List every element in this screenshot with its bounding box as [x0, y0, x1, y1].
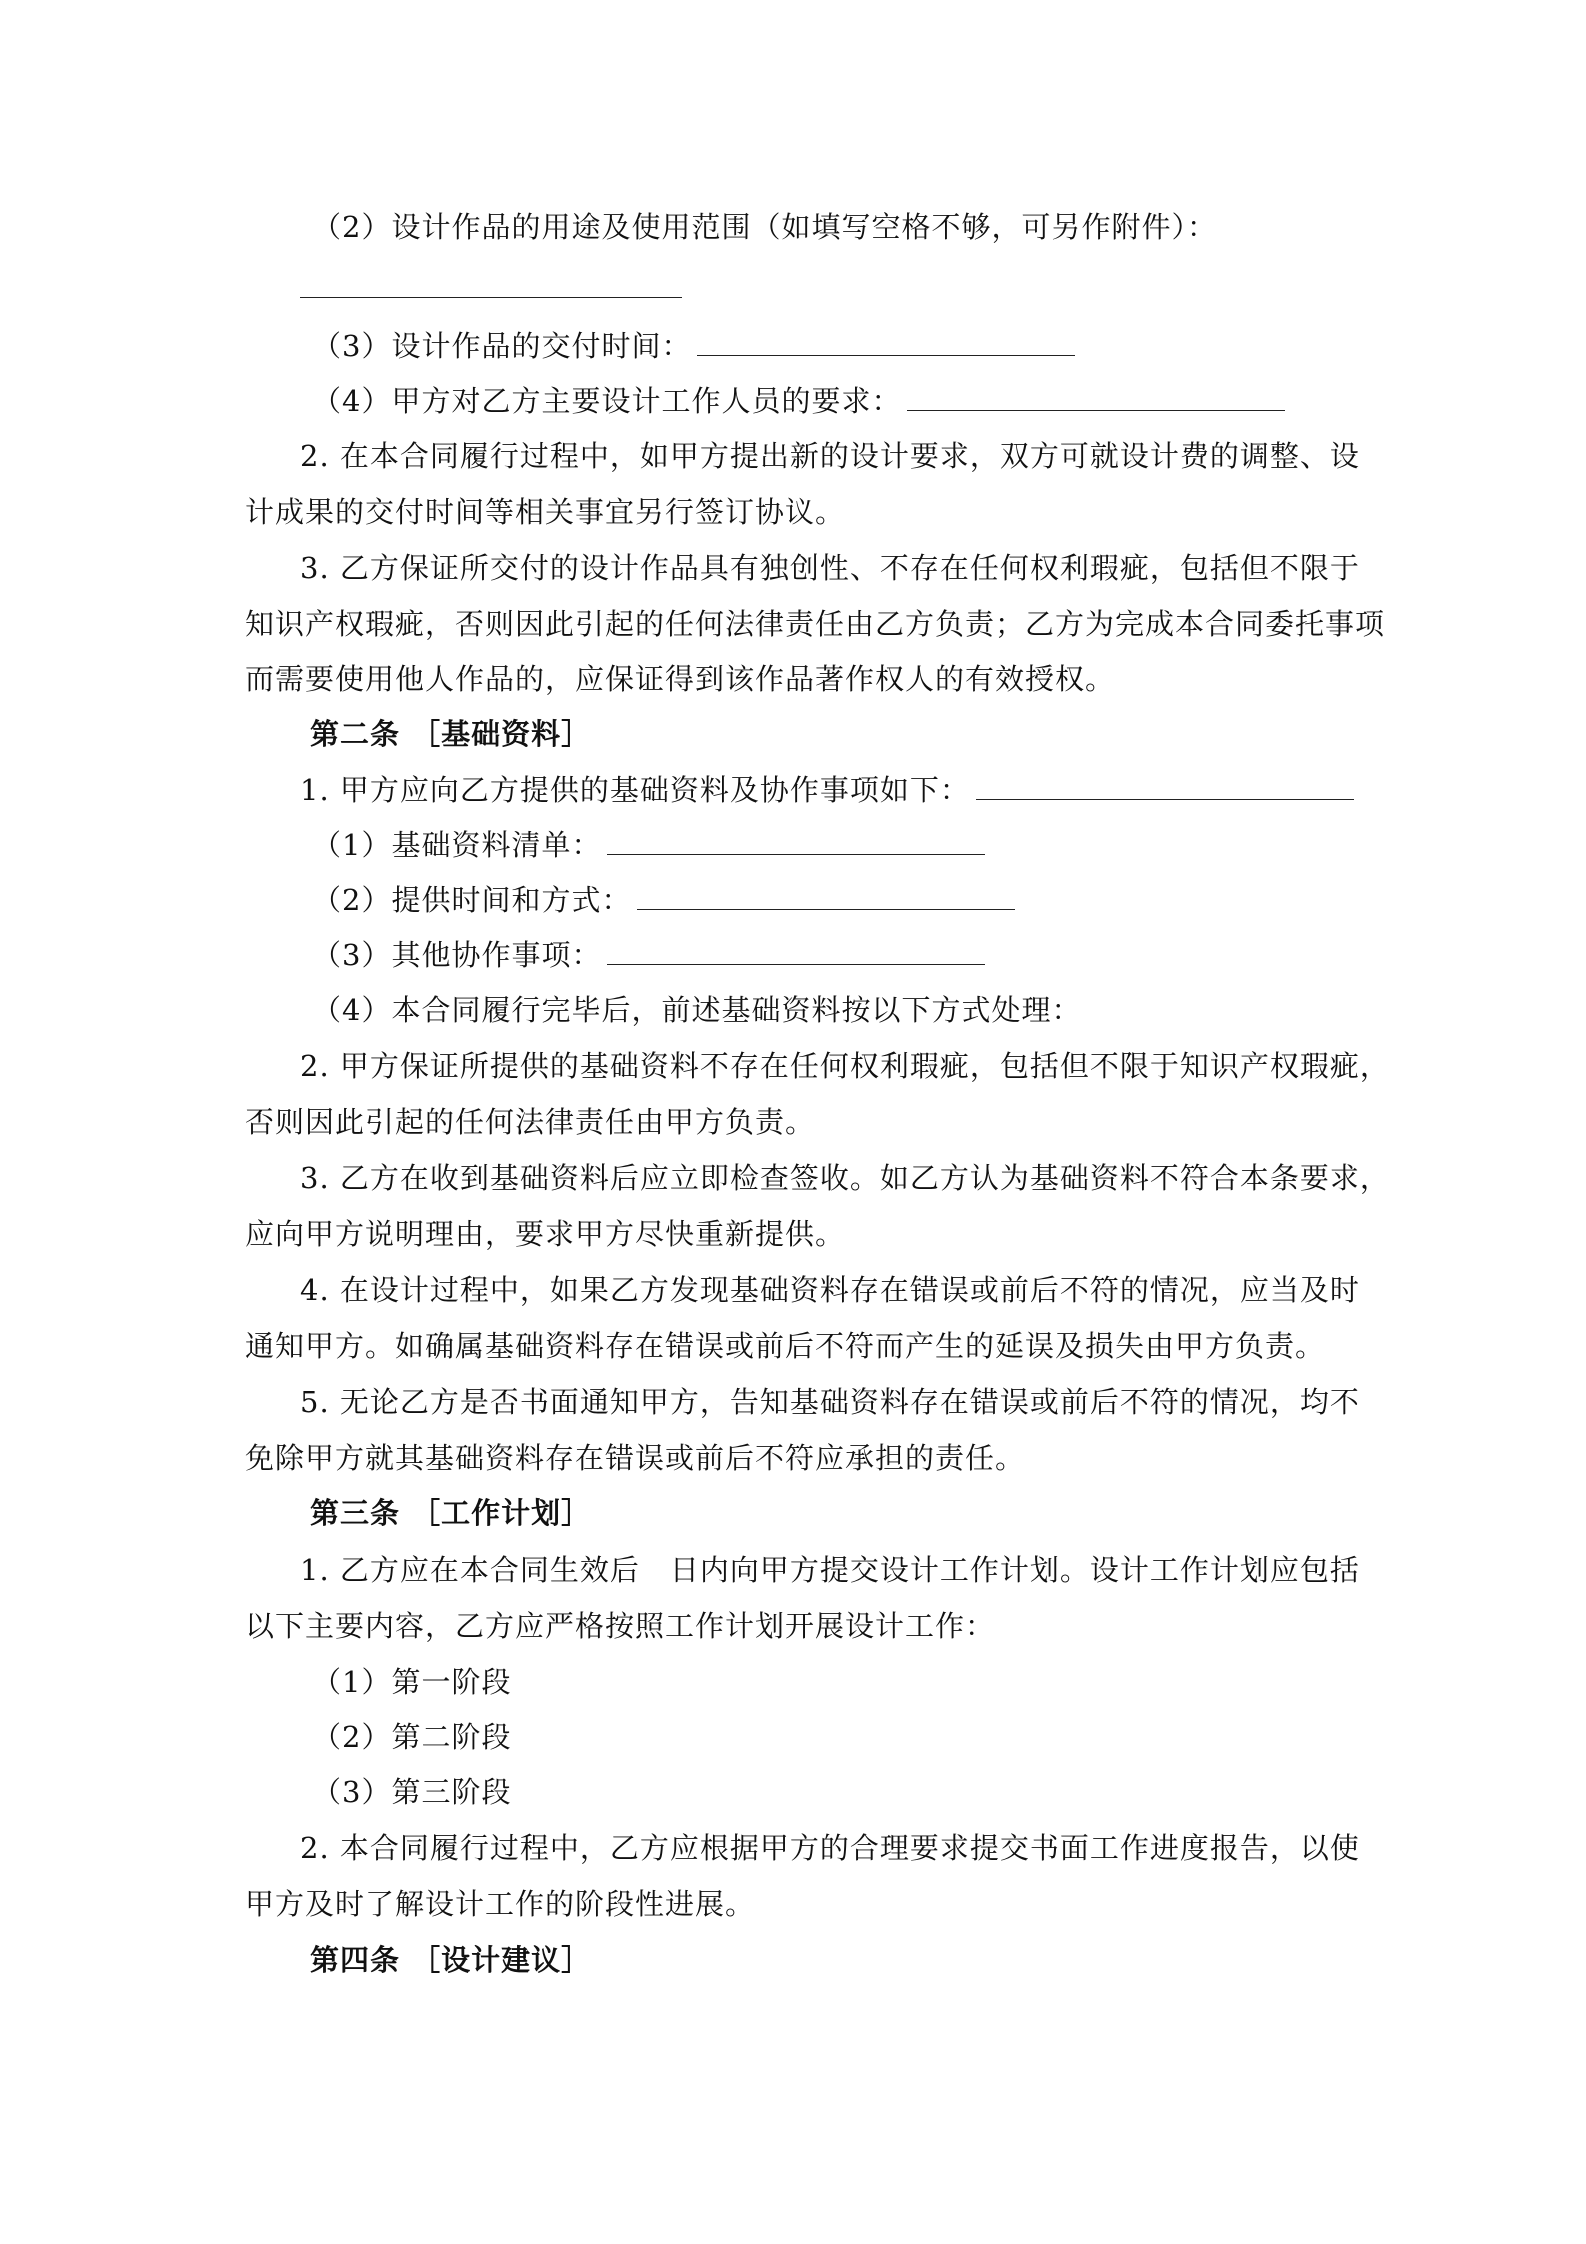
paragraph-line: 计成果的交付时间等相关事宜另行签订协议。: [245, 495, 846, 529]
section-heading-article-2: 第二条 ［基础资料］: [310, 717, 592, 751]
paragraph-line: 2. 在本合同履行过程中，如甲方提出新的设计要求，双方可就设计费的调整、设: [300, 439, 1360, 473]
paragraph-line: 2. 甲方保证所提供的基础资料不存在任何权利瑕疵，包括但不限于知识产权瑕疵，: [300, 1049, 1390, 1083]
clause-2-1: 1. 甲方应向乙方提供的基础资料及协作事项如下：: [300, 770, 1354, 810]
blank-field-delivery-time[interactable]: [697, 329, 1075, 356]
paragraph-line: 通知甲方。如确属基础资料存在错误或前后不符而产生的延误及损失由甲方负责。: [245, 1329, 1326, 1363]
paragraph-line: 2. 本合同履行过程中，乙方应根据甲方的合理要求提交书面工作进度报告，以使: [300, 1831, 1360, 1865]
clause-1-2-usage: （2）设计作品的用途及使用范围（如填写空格不够，可另作附件）：: [312, 210, 1217, 244]
clause-2-1-2: （2）提供时间和方式：: [312, 880, 1015, 920]
paragraph-line: 否则因此引起的任何法律责任由甲方负责。: [245, 1105, 816, 1139]
clause-2-1-4: （4）本合同履行完毕后，前述基础资料按以下方式处理：: [312, 993, 1082, 1027]
clause-2-1-3: （3）其他协作事项：: [312, 935, 985, 975]
clause-1-4-staff-requirements: （4）甲方对乙方主要设计工作人员的要求：: [312, 381, 1285, 421]
paragraph-line: 4. 在设计过程中，如果乙方发现基础资料存在错误或前后不符的情况，应当及时: [300, 1273, 1360, 1307]
paragraph-line: 3. 乙方在收到基础资料后应立即检查签收。如乙方认为基础资料不符合本条要求，: [300, 1161, 1390, 1195]
blank-field-time-method[interactable]: [637, 883, 1015, 910]
clause-2-1-1: （1）基础资料清单：: [312, 825, 985, 865]
blank-field-other-matters[interactable]: [607, 938, 985, 965]
list-item-stage-1: （1）第一阶段: [312, 1665, 512, 1699]
blank-field-usage[interactable]: [300, 297, 682, 298]
clause-1-3-delivery-time: （3）设计作品的交付时间：: [312, 326, 1075, 366]
blank-field-basic-materials[interactable]: [976, 773, 1354, 800]
paragraph-line: 以下主要内容，乙方应严格按照工作计划开展设计工作：: [245, 1609, 996, 1643]
paragraph-line: 知识产权瑕疵，否则因此引起的任何法律责任由乙方负责；乙方为完成本合同委托事项: [245, 607, 1386, 641]
section-heading-article-3: 第三条 ［工作计划］: [310, 1496, 592, 1530]
paragraph-line: 1. 乙方应在本合同生效后 日内向甲方提交设计工作计划。设计工作计划应包括: [300, 1553, 1360, 1587]
paragraph-line: 3. 乙方保证所交付的设计作品具有独创性、不存在任何权利瑕疵，包括但不限于: [300, 551, 1360, 585]
paragraph-line: 而需要使用他人作品的，应保证得到该作品著作权人的有效授权。: [245, 662, 1116, 696]
blank-field-staff-requirements[interactable]: [907, 384, 1285, 411]
blank-field-materials-list[interactable]: [607, 828, 985, 855]
paragraph-line: 5. 无论乙方是否书面通知甲方，告知基础资料存在错误或前后不符的情况，均不: [300, 1385, 1360, 1419]
paragraph-line: 甲方及时了解设计工作的阶段性进展。: [245, 1887, 756, 1921]
paragraph-line: 应向甲方说明理由，要求甲方尽快重新提供。: [245, 1217, 846, 1251]
paragraph-line: 免除甲方就其基础资料存在错误或前后不符应承担的责任。: [245, 1441, 1026, 1475]
list-item-stage-3: （3）第三阶段: [312, 1775, 512, 1809]
list-item-stage-2: （2）第二阶段: [312, 1720, 512, 1754]
section-heading-article-4: 第四条 ［设计建议］: [310, 1943, 592, 1977]
